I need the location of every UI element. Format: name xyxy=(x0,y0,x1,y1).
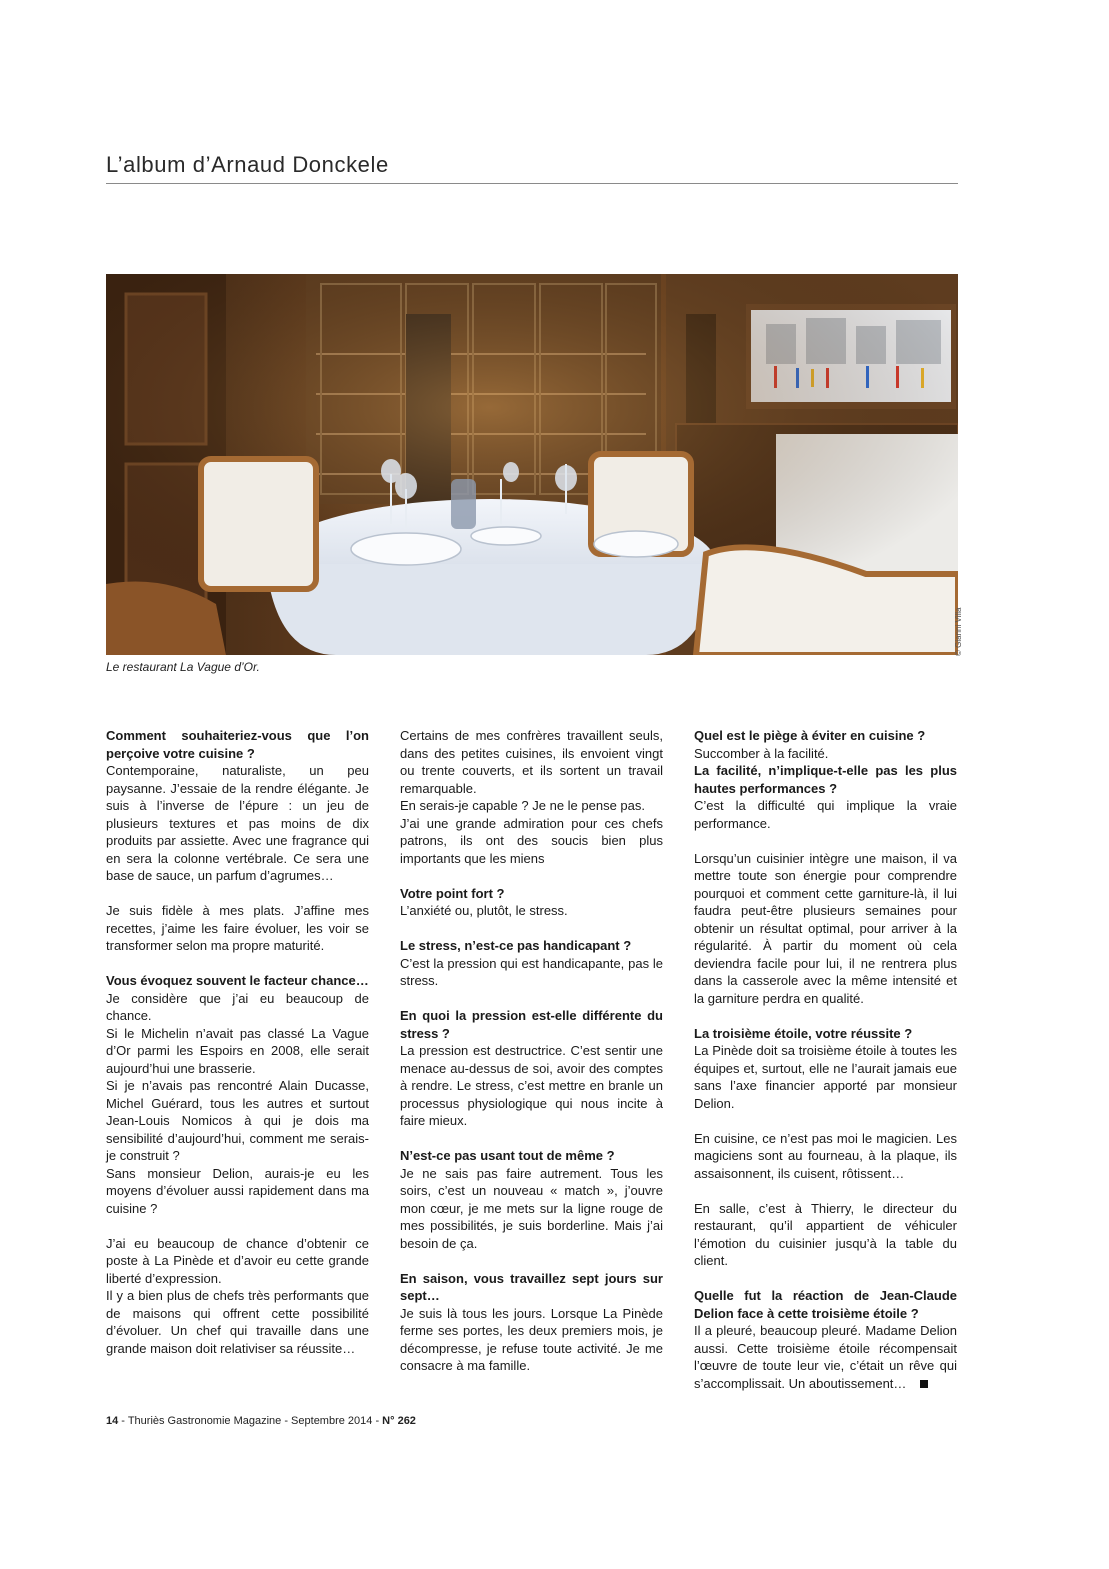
interview-question: N’est-ce pas usant tout de même ? xyxy=(400,1148,615,1163)
interview-answer: Si je n’avais pas rencontré Alain Ducasse, Michel Guérard, tous les autres et surtout Jean-Louis Nomicos à qui je dois ma sensibilité d’aujourd’hui, comment me serais-je construit ? xyxy=(106,1078,369,1163)
paragraph-gap xyxy=(694,1182,957,1200)
interview-answer: Si le Michelin n’avait pas classé La Vague d’Or parmi les Espoirs en 2008, elle serait aujourd’hui une brasserie. xyxy=(106,1025,369,1076)
interview-question: La troisième étoile, votre réussite ? xyxy=(694,1025,913,1041)
interview-answer: En salle, c’est à Thierry, le directeur du restaurant, qu’il appartient de véhiculer l’émotion du cuisinier jusqu’à la table du client. xyxy=(694,1200,957,1268)
header-rule xyxy=(106,183,958,184)
interview-question: Quelle fut la réaction de Jean-Claude Delion face à cette troisième étoile ? xyxy=(694,1288,957,1321)
restaurant-photo xyxy=(106,274,958,655)
interview-answer: Je suis fidèle à mes plats. J’affine mes recettes, j’aime les faire évoluer, les voir se transformer selon ma propre maturité. xyxy=(106,903,369,953)
page-footer xyxy=(106,1415,416,1427)
interview-answer: La pression est destructrice. C’est sentir une menace au-dessus de soi, avoir des comptes à rendre. Le stress, c’est mettre en branle un processus physiologique qui nous incite à faire mieux. xyxy=(400,1043,663,1128)
interview-question: Vous évoquez souvent le facteur chance… xyxy=(106,973,369,988)
text-column-2 xyxy=(400,727,663,1375)
paragraph-gap xyxy=(106,1217,369,1235)
interview-answer: La Pinède doit sa troisième étoile à toutes les équipes et, surtout, elle ne l’aurait jamais eue sans l’axe financier apporté par monsieur Delion. xyxy=(694,1043,957,1111)
interview-answer: Certains de mes confrères travaillent seuls, dans des petites cuisines, ils envoient vingt ou trente couverts, et ils sortent un travail remarquable. xyxy=(400,728,663,796)
interview-question: En quoi la pression est-elle différente du stress ? xyxy=(400,1008,663,1041)
paragraph-gap xyxy=(106,955,369,973)
interview-answer: Sans monsieur Delion, aurais-je eu les moyens d’évoluer aussi rapidement dans ma cuisine ? xyxy=(106,1165,369,1216)
interview-answer: Contemporaine, naturaliste, un peu paysanne. J’essaie de la rendre élégante. Je suis à l’inverse de l’épure : un jeu de plusieurs textures et pas moins de dix produits par assiette. Avec une fragrance qui en sera la colonne vertébrale. Ce sera une base de sauce, un parfum d’agrumes… xyxy=(106,763,369,883)
footer-publication: - Thuriès Gastronomie Magazine - Septembre 2014 - xyxy=(118,1415,383,1427)
interview-question: Comment souhaiteriez-vous que l’on perçoive votre cuisine ? xyxy=(106,728,369,761)
interview-answer: Succomber à la facilité. xyxy=(694,745,829,761)
paragraph-gap xyxy=(400,920,663,938)
interview-answer: Je suis là tous les jours. Lorsque La Pinède ferme ses portes, les deux premiers mois, je décompresse, je refuse toute activité. Je me consacre à ma famille. xyxy=(400,1305,663,1373)
paragraph-gap xyxy=(400,990,663,1008)
interview-answer: Je considère que j’ai eu beaucoup de chance. xyxy=(106,990,369,1023)
interview-answer: En serais-je capable ? Je ne le pense pas. xyxy=(400,798,645,813)
interview-answer: Je ne sais pas faire autrement. Tous les soirs, c’est un nouveau « match », j’ouvre mon cœur, je me mets sur la ligne rouge de mes possibilités, je suis borderline. Mais j’ai besoin de ça. xyxy=(400,1165,663,1251)
text-column-3 xyxy=(694,727,957,1392)
interview-question: La facilité, n’implique-t-elle pas les plus hautes performances ? xyxy=(694,763,957,796)
interview-answer: C’est la difficulté qui implique la vraie performance. xyxy=(694,798,957,831)
interview-answer: En cuisine, ce n’est pas moi le magicien. Les magiciens sont au fourneau, à la plaque, ils assaisonnent, ils cuisent, rôtissent… xyxy=(694,1130,957,1181)
interview-answer: J’ai une grande admiration pour ces chefs patrons, ils ont des soucis bien plus importants que les miens xyxy=(400,815,663,866)
paragraph-gap xyxy=(694,832,957,850)
end-of-article-mark xyxy=(920,1380,928,1388)
paragraph-gap xyxy=(694,1112,957,1130)
page-number: 14 xyxy=(106,1415,119,1427)
paragraph-gap xyxy=(400,1130,663,1148)
interview-answer: Lorsqu’un cuisinier intègre une maison, il va mettre toute son énergie pour comprendre pourquoi et comment cette garniture-là, il lui faudra peut-être plusieurs semaines pour obtenir un résultat optimal, pour arriver à la régularité. À partir du moment où cela deviendra facile pour lui, il ne rentrera plus dans la casserole avec la même intensité et la garniture perdra en qualité. xyxy=(694,850,957,1006)
issue-number: N° 262 xyxy=(382,1415,416,1427)
text-column-1 xyxy=(106,727,369,1357)
paragraph-gap xyxy=(694,1007,957,1025)
interview-question: Le stress, n’est-ce pas handicapant ? xyxy=(400,938,632,953)
photo-caption: Le restaurant La Vague d’Or. xyxy=(106,660,260,674)
page-header-title: L’album d’Arnaud Donckele xyxy=(106,152,389,177)
interview-answer: Il y a bien plus de chefs très performants que de maisons qui offrent cette possibilité d’évoluer. Un chef qui travaille dans une grande maison doit relativiser sa réussite… xyxy=(106,1288,369,1356)
interview-question: Votre point fort ? xyxy=(400,885,505,901)
paragraph-gap xyxy=(400,1252,663,1270)
interview-question: Quel est le piège à éviter en cuisine ? xyxy=(694,728,926,743)
paragraph-gap xyxy=(106,885,369,903)
paragraph-gap xyxy=(400,867,663,885)
photo-credit: © Gianni Villa xyxy=(954,607,963,656)
interview-answer: L’anxiété ou, plutôt, le stress. xyxy=(400,903,568,918)
interview-answer: Il a pleuré, beaucoup pleuré. Madame Delion aussi. Cette troisième étoile récompensait l’œuvre de toute leur vie, c’était un rêve qui s’accomplissait. Un aboutissement… xyxy=(694,1323,957,1391)
interview-question: En saison, vous travaillez sept jours sur sept… xyxy=(400,1270,663,1303)
interview-answer: J’ai eu beaucoup de chance d’obtenir ce poste à La Pinède et d’avoir eu cette grande liberté d’expression. xyxy=(106,1235,369,1286)
interview-answer: C’est la pression qui est handicapante, pas le stress. xyxy=(400,955,663,988)
paragraph-gap xyxy=(694,1270,957,1288)
